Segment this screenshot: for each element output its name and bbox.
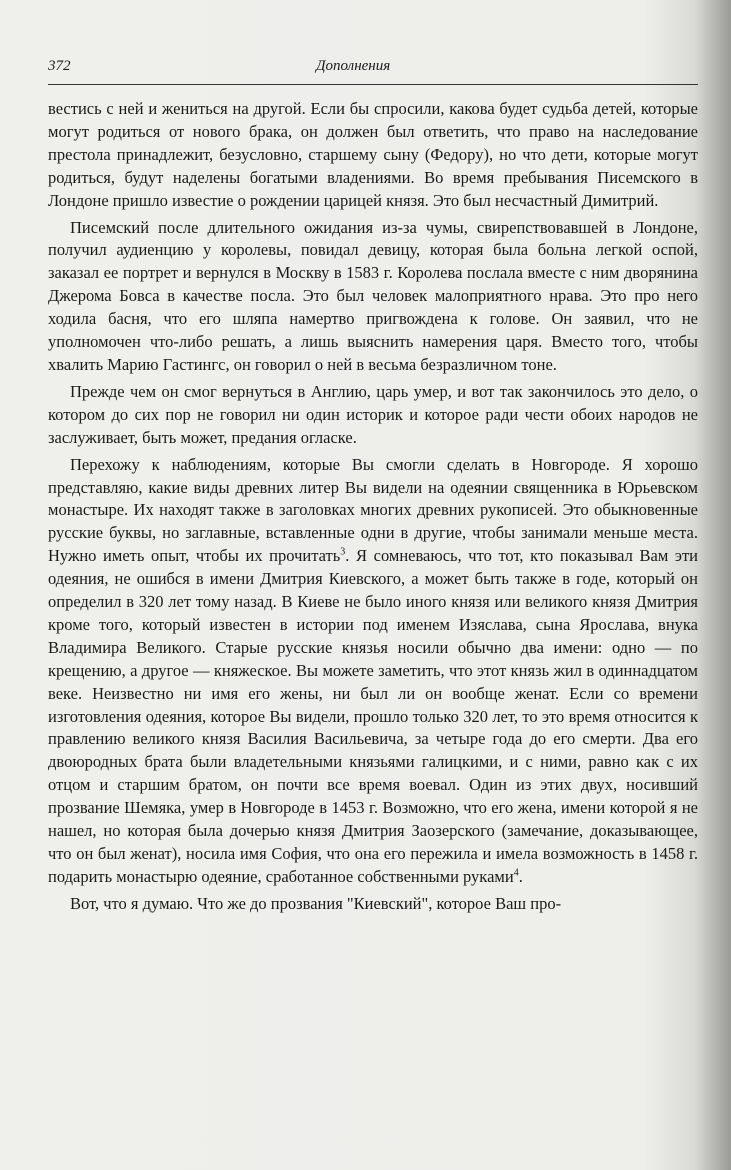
- page-number: 372: [48, 58, 71, 74]
- paragraph-4: [48, 454, 698, 889]
- page-header: [48, 58, 698, 84]
- page-body: [48, 98, 698, 920]
- running-title: Дополнения: [316, 58, 391, 74]
- header-rule: [48, 84, 698, 85]
- footnote-ref-3: 3: [340, 546, 346, 558]
- paragraph-4-part-a: Перехожу к наблюдениям, которые Вы смогли сделать в Новгороде. Я хорошо представляю, какие виды древних литер Вы видели на одеянии священника в Юрьевском монастыре. Их находят также в заголовках многих древних рукописей. Это обыкновенные русские буквы, но заглавные, вставленные одни в другие, чтобы занимали меньше места. Нужно иметь опыт, чтобы их прочитать: [48, 454, 698, 566]
- paragraph-1: вестись с ней и жениться на другой. Если бы спросили, какова будет судьба детей, которые могут родиться от нового брака, он должен был ответить, что право на наследование престола принадлежит, безусловно, старшему сыну (Федору), но что дети, которые могут родиться, будут наделены богатыми владениями. Во время пребывания Писемского в Лондоне пришло известие о рождении царицей князя. Это был несчастный Димитрий.: [48, 99, 698, 210]
- paragraph-4-part-c: .: [518, 866, 523, 886]
- paragraph-5: Вот, что я думаю. Что же до прозвания "Киевский", которое Ваш про-: [70, 893, 562, 913]
- footnote-ref-4: 4: [513, 867, 519, 879]
- paragraph-4-part-b: . Я сомневаюсь, что тот, кто показывал Вам эти одеяния, не ошибся в имени Дмитрия Киевского, а может быть также в годе, который он определил в 320 лет тому назад. В Киеве не было иного князя или великого князя Дмитрия кроме того, который известен в истории под именем Изяслава, сына Ярослава, внука Владимира Великого. Старые русские князья носили обычно два имени: одно — по крещению, а другое — княжеское. Вы можете заметить, что этот князь жил в одиннадцатом веке. Неизвестно ни имя его жены, ни был ли он вообще женат. Если со времени изготовления одеяния, которое Вы видели, прошло только 320 лет, то это время относится к правлению великого князя Василия Васильевича, за четыре года до его смерти. Два его двоюродных брата были владетельными князьями галицкими, и с ними, равно как с их отцом и старшим братом, он почти все время воевал. Один из этих двух, носивший прозвание Шемяка, умер в Новгороде в 1453 г. Возможно, что его жена, имени которой я не нашел, но которая была дочерью князя Дмитрия Заозерского (замечание, доказывающее, что он был женат), носила имя София, что она его пережила и имела возможность в 1458 г. подарить монастырю одеяние, сработанное собственными руками: [48, 546, 698, 886]
- paragraph-2: Писемский после длительного ожидания из-за чумы, свирепствовавшей в Лондоне, получил аудиенцию у королевы, повидал девицу, которая была больна легкой оспой, заказал ее портрет и вернулся в Москву в 1583 г. Королева послала вместе с ним дворянина Джерома Бовса в качестве посла. Это был человек малоприятного нрава. Это про него ходила басня, что его шляпа намертво пригвождена к голове. Он заявил, что не уполномочен что-либо решать, а лишь выяснить намерения царя. Вместо того, чтобы хвалить Марию Гастингс, он говорил о ней в весьма безразличном тоне.: [48, 217, 698, 374]
- paragraph-3: Прежде чем он смог вернуться в Англию, царь умер, и вот так закончилось это дело, о котором до сих пор не говорил ни один историк и которое ради чести обоих народов не заслуживает, быть может, предания огласке.: [48, 381, 698, 447]
